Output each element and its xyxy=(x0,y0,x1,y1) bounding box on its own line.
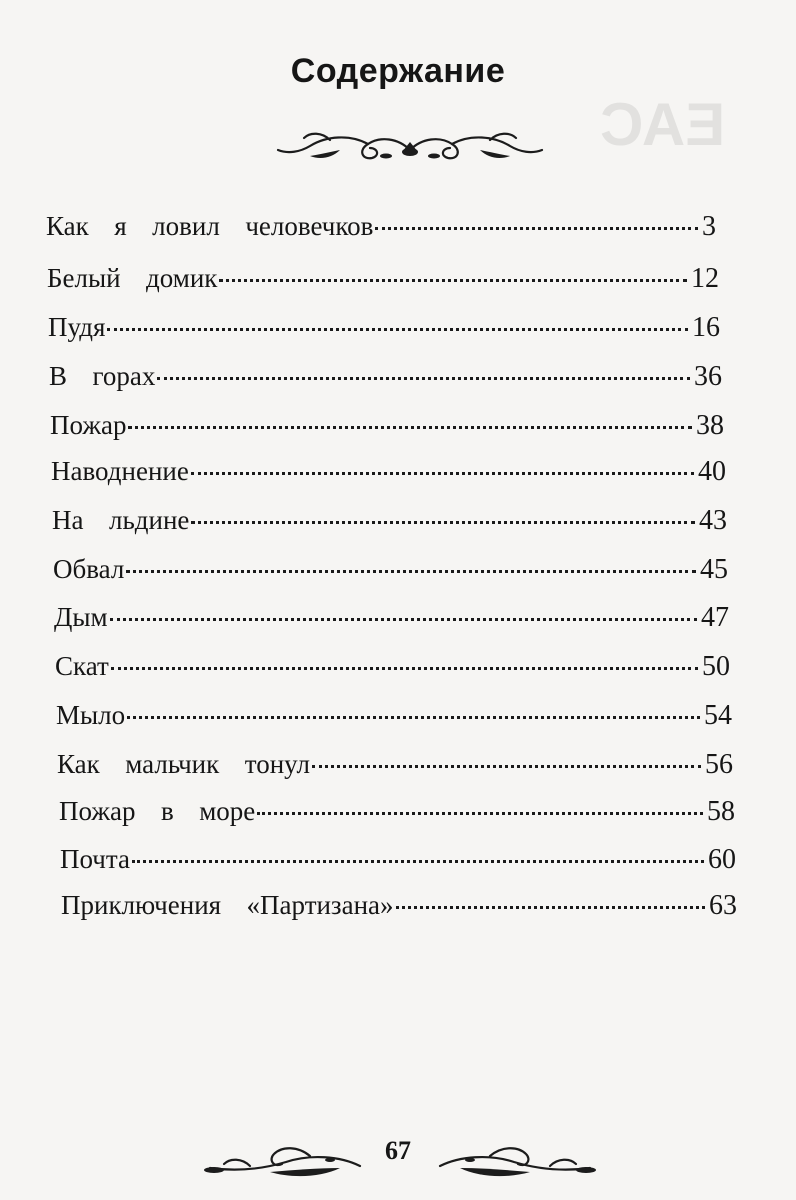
toc-entry-title: Дым xyxy=(54,602,108,632)
toc-entry xyxy=(54,601,729,635)
toc-entry-title: Как мальчик тонул xyxy=(57,749,310,779)
toc-entry xyxy=(48,311,720,345)
toc-entry-title: Пожар в море xyxy=(59,796,256,826)
toc-entry-page: 56 xyxy=(705,749,733,780)
top-flourish-ornament-icon xyxy=(270,128,550,168)
toc-entry-title: Скат xyxy=(55,651,109,681)
toc-entry xyxy=(47,262,719,296)
toc-entry xyxy=(46,210,716,244)
toc-entry-title: Мыло xyxy=(56,700,126,730)
toc-entry-page: 36 xyxy=(694,361,722,392)
toc-entry-title: Как я ловил человечков xyxy=(46,211,374,241)
toc-entry-title: Почта xyxy=(60,844,130,874)
toc-entry-page: 58 xyxy=(707,796,735,827)
dot-leader xyxy=(126,570,696,573)
toc-entry-page: 60 xyxy=(708,844,736,875)
toc-entry-page: 12 xyxy=(691,263,719,294)
page-title: Содержание xyxy=(290,52,506,90)
toc-entry-page: 45 xyxy=(700,554,728,585)
toc-entry-page: 16 xyxy=(692,312,720,343)
dot-leader xyxy=(191,521,695,524)
toc-entry-title: Пожар xyxy=(50,410,127,440)
toc-entry xyxy=(49,360,722,394)
toc-entry-page: 43 xyxy=(699,505,727,536)
toc-entry xyxy=(56,699,732,733)
dot-leader xyxy=(111,667,698,670)
bleed-through-mark: ЕАС xyxy=(600,91,726,158)
toc-entry xyxy=(52,504,727,538)
dot-leader xyxy=(132,860,704,863)
dot-leader xyxy=(396,906,705,909)
dot-leader xyxy=(157,377,690,380)
toc-entry xyxy=(50,409,724,443)
dot-leader xyxy=(375,227,698,230)
toc-entry-page: 40 xyxy=(698,456,726,487)
toc-entry-title: Наводнение xyxy=(51,456,189,486)
toc-entry-title: В горах xyxy=(49,361,156,391)
dot-leader xyxy=(128,426,692,429)
dot-leader xyxy=(127,716,700,719)
toc-entry-title: На льдине xyxy=(52,505,190,535)
toc-entry-title: Приключения «Партизана» xyxy=(61,890,394,920)
toc-entry xyxy=(51,455,726,489)
toc-entry xyxy=(57,748,733,782)
toc-entry-page: 63 xyxy=(709,890,737,921)
toc-entry-page: 3 xyxy=(702,211,716,242)
toc-entry-title: Обвал xyxy=(53,554,125,584)
toc-entry-title: Пудя xyxy=(48,312,106,342)
dot-leader xyxy=(219,279,687,282)
toc-entry-title: Белый домик xyxy=(47,263,218,293)
toc-entry-page: 50 xyxy=(702,651,730,682)
toc-entry xyxy=(60,843,736,877)
dot-leader xyxy=(110,618,697,621)
toc-entry-page: 54 xyxy=(704,700,732,731)
dot-leader xyxy=(257,812,703,815)
toc-entry-page: 47 xyxy=(701,602,729,633)
toc-entry-page: 38 xyxy=(696,410,724,441)
toc-entry xyxy=(59,795,735,829)
dot-leader xyxy=(191,472,694,475)
toc-entry xyxy=(55,650,730,684)
toc-entry xyxy=(61,889,737,923)
dot-leader xyxy=(107,328,688,331)
dot-leader xyxy=(312,765,701,768)
toc-entry xyxy=(53,553,728,587)
page-number: 67 xyxy=(385,1136,411,1165)
